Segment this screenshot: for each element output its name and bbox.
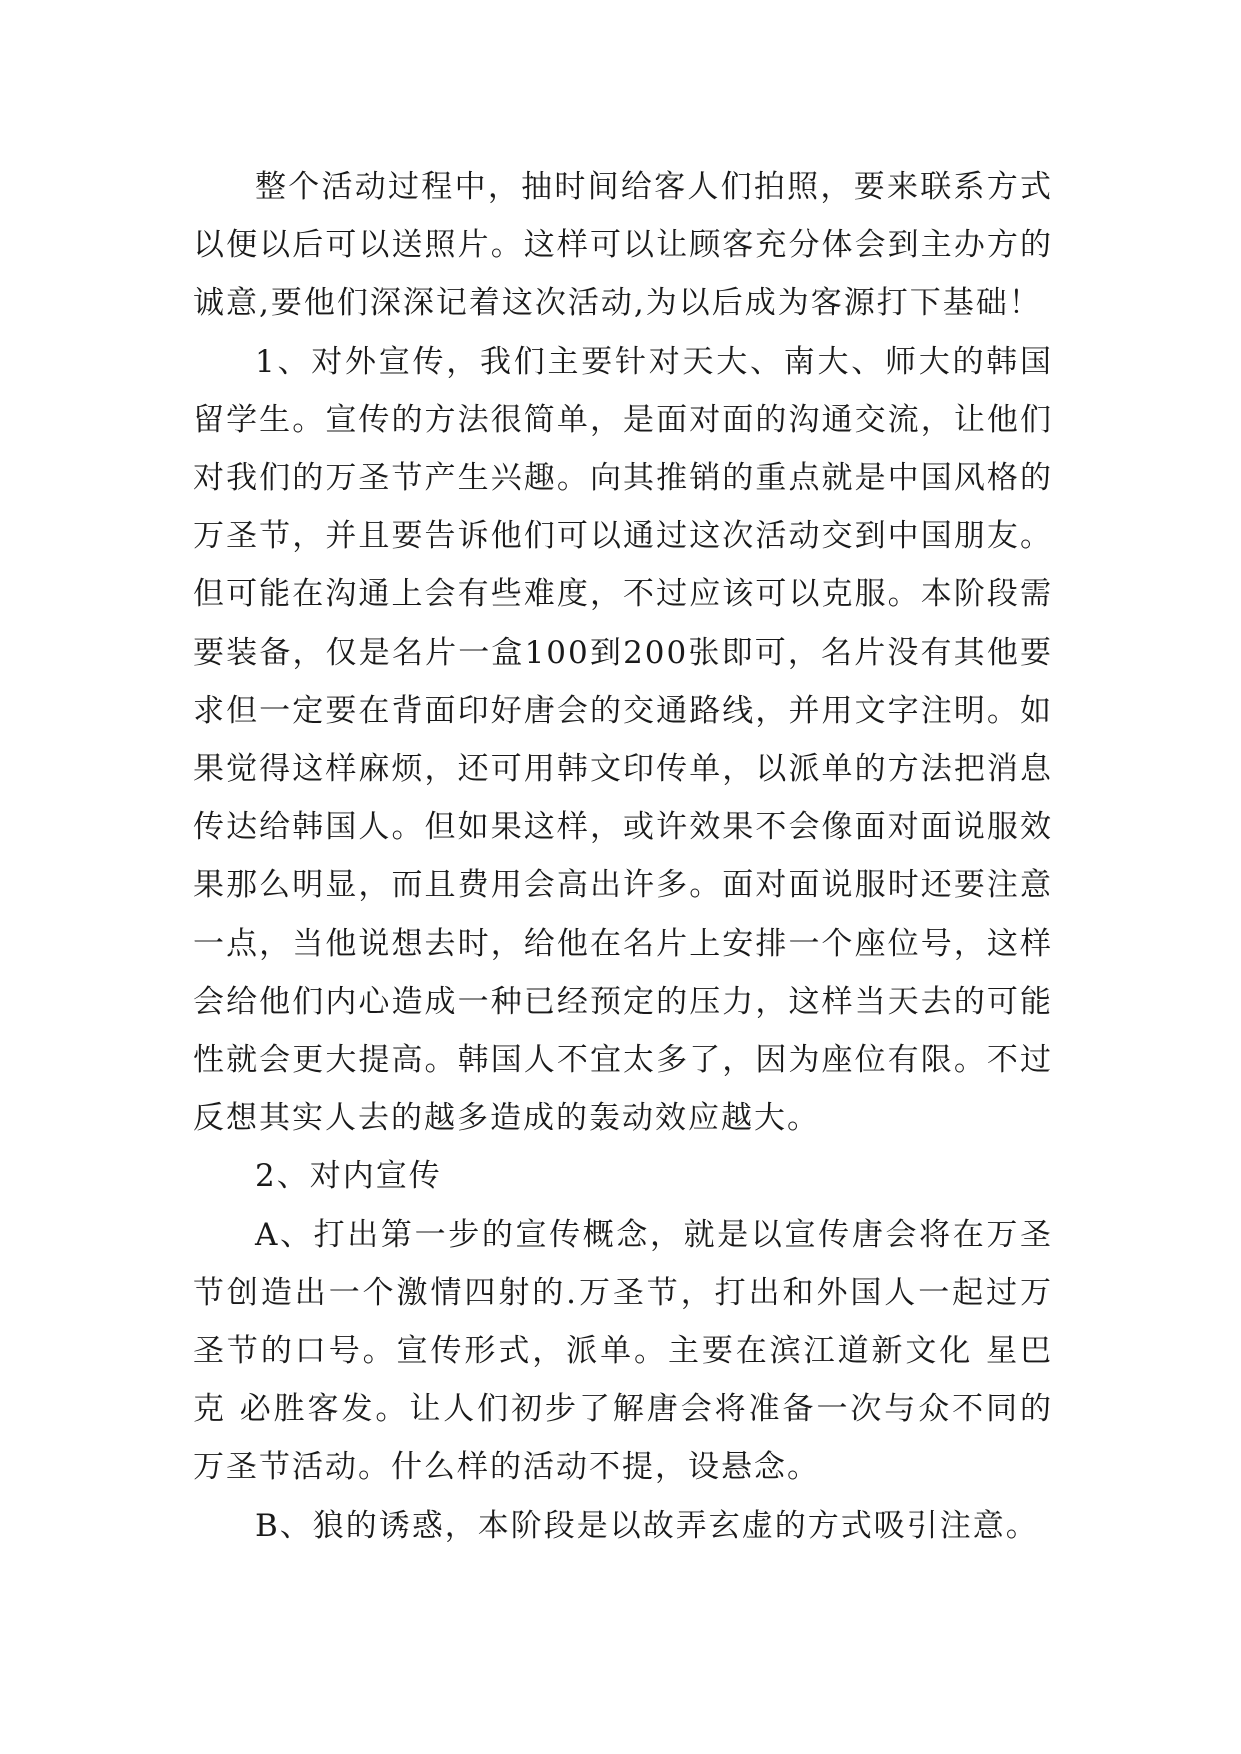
- paragraph-external-promotion: 1、对外宣传，我们主要针对天大、南大、师大的韩国留学生。宣传的方法很简单，是面对面的沟通交流，让他们对我们的万圣节产生兴趣。向其推销的重点就是中国风格的万圣节，并且要告诉他们可以通过这次活动交到中国朋友。但可能在沟通上会有些难度，不过应该可以克服。本阶段需要装备，仅是名片一盒100到200张即可，名片没有其他要求但一定要在背面印好唐会的交通路线，并用文字注明。如果觉得这样麻烦，还可用韩文印传单，以派单的方法把消息传达给韩国人。但如果这样，或许效果不会像面对面说服效果那么明显，而且费用会高出许多。面对面说服时还要注意一点，当他说想去时，给他在名片上安排一个座位号，这样会给他们内心造成一种已经预定的压力，这样当天去的可能性就会更大提高。韩国人不宜太多了，因为座位有限。不过反想其实人去的越多造成的轰动效应越大。: [193, 343, 1053, 1137]
- paragraph-photos: 整个活动过程中，抽时间给客人们拍照，要来联系方式以便以后可以送照片。这样可以让顾客充分体会到主办方的诚意,要他们深深记着这次活动,为以后成为客源打下基础！: [193, 169, 1053, 322]
- paragraph-step-a: A、打出第一步的宣传概念，就是以宣传唐会将在万圣节创造出一个激情四射的.万圣节，打出和外国人一起过万圣节的口号。宣传形式，派单。主要在滨江道新文化 星巴克 必胜客发。让人们初步了解唐会将准备一次与众不同的万圣节活动。什么样的活动不提，设悬念。: [193, 1216, 1053, 1486]
- paragraph-step-b: B、狼的诱惑，本阶段是以故弄玄虚的方式吸引注意。: [255, 1507, 1039, 1544]
- paragraph-internal-promotion-heading: 2、对内宣传: [255, 1158, 442, 1195]
- document-body: [193, 158, 1053, 1555]
